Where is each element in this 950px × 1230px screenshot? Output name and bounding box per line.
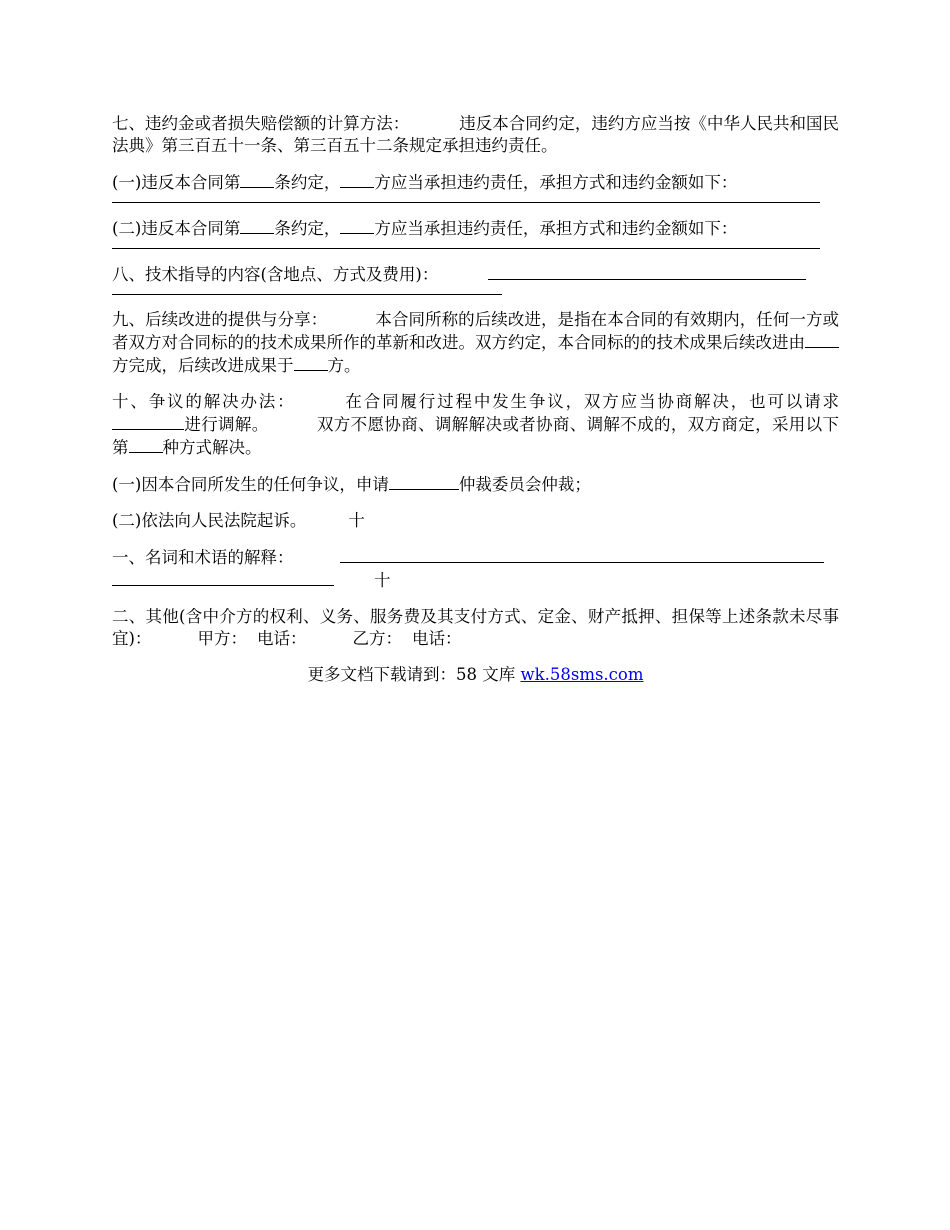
item-text: 仲裁委员会仲裁；: [458, 475, 591, 494]
section-9-body: 方。: [327, 356, 361, 375]
section-12-heading: 二、其他(含中介方的权利、义务、服务费及其支付方式、定金、财产抵押、担保等上述条款未尽事宜)：: [112, 607, 839, 648]
item-text: 方应当承担违约责任，承担方式和违约金额如下：: [374, 219, 738, 238]
phone-a-label: 电话：: [256, 629, 307, 648]
item-text: (二)违反本合同第: [112, 219, 241, 238]
blank-field: [112, 413, 184, 430]
blank-field: [488, 263, 806, 280]
blank-field: [340, 546, 824, 563]
item-text: 方应当承担违约责任，承担方式和违约金额如下：: [374, 173, 738, 192]
section-12: [112, 606, 839, 650]
section-9-heading: 九、后续改进的提供与分享：: [112, 310, 328, 329]
fill-line: [112, 240, 820, 249]
section-8: [112, 263, 839, 295]
fill-line: [112, 286, 502, 295]
item-text: (一)违反本合同第: [112, 173, 241, 192]
blank-field: [294, 354, 328, 371]
section-10-item-2: [112, 510, 839, 532]
section-10: [112, 391, 839, 459]
blank-field: [389, 473, 459, 490]
section-7-body: 违反本合同约定，违约方应当按《中华人民共和国民法典》第三百五十一条、第三百五十二条规定承担违约责任。: [112, 114, 840, 155]
section-10-heading: 十、争议的解决办法：: [112, 392, 296, 411]
section-9-body: 方完成，后续改进成果于: [112, 356, 294, 375]
party-b-label: 乙方：: [352, 629, 402, 648]
section-11-heading: 一、名词和术语的解释：: [112, 548, 294, 567]
fill-line: [112, 194, 820, 203]
blank-field: [240, 171, 274, 188]
blank-field: [805, 331, 839, 348]
phone-b-label: 电话：: [411, 629, 462, 648]
section-11: [112, 546, 839, 592]
footer-text: 更多文档下载请到：58 文库: [307, 665, 521, 684]
section-7: [112, 113, 839, 157]
download-footer: [112, 664, 839, 686]
section-7-item-2: [112, 217, 839, 249]
footer-link[interactable]: wk.58sms.com: [520, 665, 644, 684]
section-10-body: 在合同履行过程中发生争议，双方应当协商解决，也可以请求: [343, 392, 840, 411]
section-10-body: 种方式解决。: [162, 438, 262, 457]
blank-field: [340, 171, 374, 188]
item-text: 十: [374, 571, 391, 590]
item-text: (二)依法向人民法院起诉。: [112, 511, 307, 530]
blank-field: [112, 569, 334, 586]
section-10-item-1: [112, 473, 839, 496]
section-10-body: 双方不愿协商、调解解决或者协商、调解不成的，双方商定，采用以下第: [112, 415, 840, 457]
section-8-heading: 八、技术指导的内容(含地点、方式及费用)：: [112, 265, 439, 284]
item-text: 条约定，: [274, 173, 341, 192]
section-9-body: 本合同所称的后续改进，是指在本合同的有效期内，任何一方或者双方对合同标的的技术成果所作的革新和改进。双方约定，本合同标的的技术成果后续改进由: [112, 310, 840, 352]
section-10-body: 进行调解。: [184, 415, 269, 434]
item-text: (一)因本合同所发生的任何争议，申请: [112, 475, 389, 494]
blank-field: [340, 217, 374, 234]
blank-field: [129, 436, 163, 453]
item-text: 条约定，: [274, 219, 341, 238]
section-7-heading: 七、违约金或者损失赔偿额的计算方法：: [112, 114, 410, 133]
blank-field: [240, 217, 274, 234]
section-9: [112, 309, 839, 377]
section-7-item-1: [112, 171, 839, 203]
party-a-label: 甲方：: [197, 629, 247, 648]
document-page: [112, 113, 839, 686]
item-text: 十: [348, 511, 365, 530]
